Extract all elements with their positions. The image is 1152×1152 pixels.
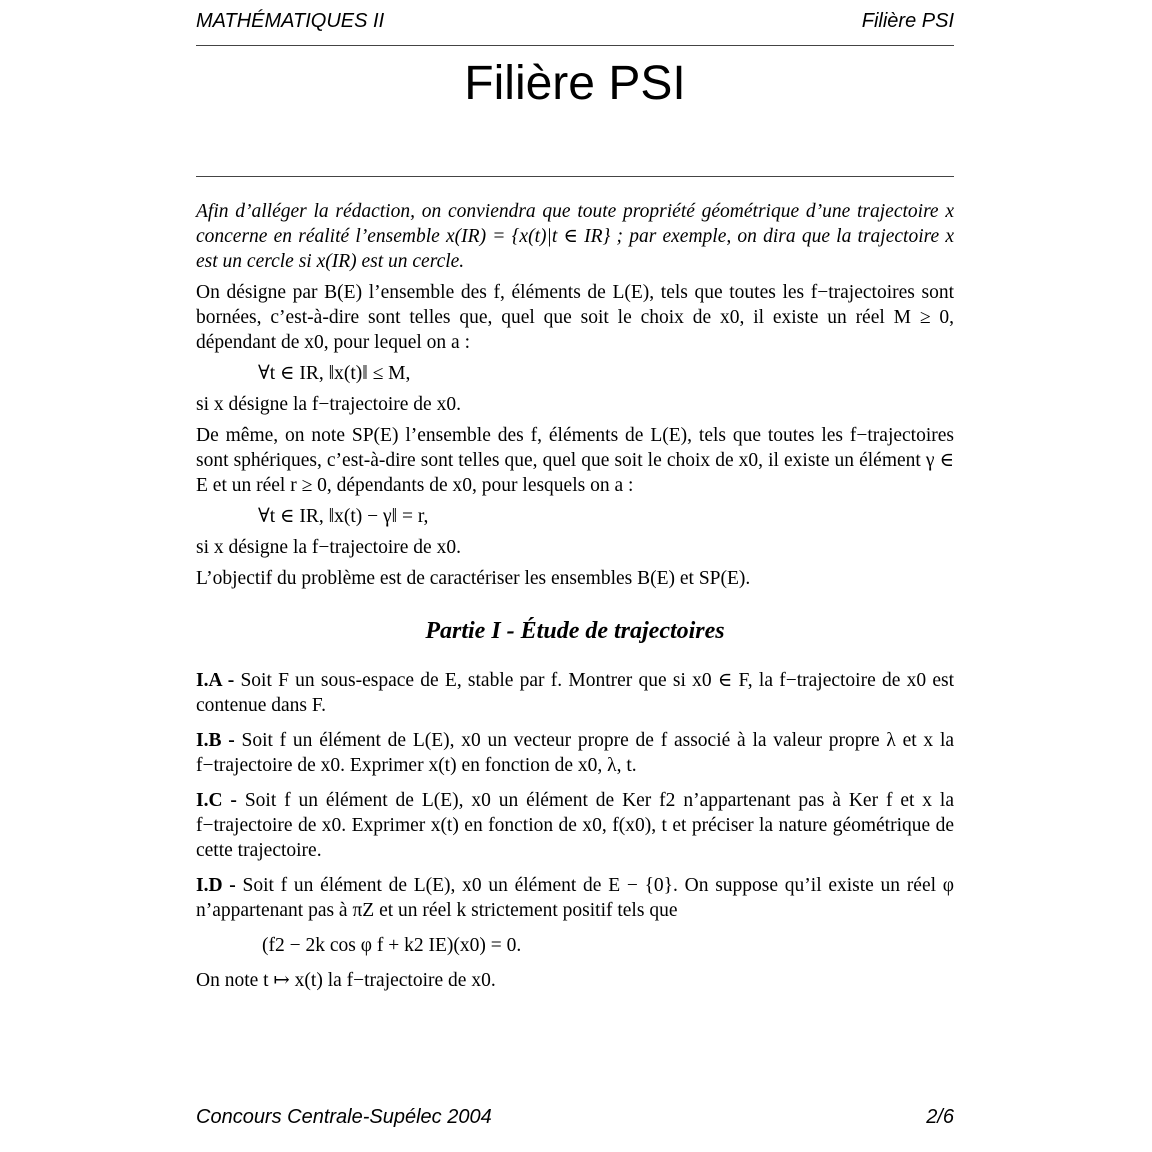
intro-paragraph: Afin d’alléger la rédaction, on conviendra que toute propriété géométrique d’une trajectoire x concerne en réalité l’ensemble x(IR) = {x(t)|t ∈ IR} ; par exemple, on dira que la trajectoire x est un cercle si x(IR) est un cercle. <box>196 201 954 272</box>
paragraph-objective: L’objectif du problème est de caractériser les ensembles B(E) et SP(E). <box>196 568 751 589</box>
header-subject: MATHÉMATIQUES II <box>196 10 385 32</box>
section-heading: Partie I - Étude de trajectoires <box>425 618 725 644</box>
question-id <box>196 873 954 923</box>
question-id-text: Soit f un élément de L(E), x0 un élément de E − {0}. On suppose qu’il existe un réel φ n’appartenant pas à πZ et un réel k strictement positif tels que <box>196 875 955 921</box>
question-ia-text: Soit F un sous-espace de E, stable par f. Montrer que si x0 ∈ F, la f−trajectoire de x0 est contenue dans F. <box>196 670 954 716</box>
header-rule <box>196 45 954 46</box>
question-ic-text: Soit f un élément de L(E), x0 un élément de Ker f2 n’appartenant pas à Ker f et x la f−trajectoire de x0. Exprimer x(t) en fonction de x0, f(x0), t et préciser la nature géométrique de cette trajectoire. <box>196 790 954 861</box>
paragraph-spherical-end: si x désigne la f−trajectoire de x0. <box>196 537 461 558</box>
question-id-label: I.D - <box>196 875 236 896</box>
paragraph-bounded: On désigne par B(E) l’ensemble des f, éléments de L(E), tels que toutes les f−trajectoires sont bornées, c’est-à-dire sont telles que, quel que soit le choix de x0, il existe un réel M ≥ 0, dépendant de x0, pour lequel on a : <box>196 282 954 353</box>
formula-spherical: ∀t ∈ IR, ‖x(t) − γ‖ = r, <box>258 506 429 527</box>
question-ic <box>196 788 954 863</box>
formula-polynomial: (f2 − 2k cos φ f + k2 IE)(x0) = 0. <box>262 935 522 956</box>
document-body <box>196 199 954 999</box>
paragraph-bounded-end: si x désigne la f−trajectoire de x0. <box>196 394 461 415</box>
question-ib-label: I.B - <box>196 730 235 751</box>
question-ia <box>196 668 954 718</box>
formula-bounded: ∀t ∈ IR, ‖x(t)‖ ≤ M, <box>258 363 411 384</box>
page-number: 2/6 <box>926 1106 954 1128</box>
page <box>196 0 954 1152</box>
title-rule <box>196 176 954 177</box>
paragraph-spherical: De même, on note SP(E) l’ensemble des f, éléments de L(E), tels que toutes les f−trajectoires sont sphériques, c’est-à-dire sont telles que, quel que soit le choix de x0, il existe un élément γ ∈ E et un réel r ≥ 0, dépendants de x0, pour lesquels on a : <box>196 425 954 496</box>
page-header <box>196 10 954 36</box>
question-ib <box>196 728 954 778</box>
question-ib-text: Soit f un élément de L(E), x0 un vecteur propre de f associé à la valeur propre λ et x la f−trajectoire de x0. Exprimer x(t) en fonction de x0, λ, t. <box>196 730 955 776</box>
footer-contest: Concours Centrale-Supélec 2004 <box>196 1106 492 1128</box>
page-title: Filière PSI <box>464 57 686 110</box>
header-track: Filière PSI <box>861 10 954 32</box>
paragraph-notation: On note t ↦ x(t) la f−trajectoire de x0. <box>196 970 496 991</box>
question-ic-label: I.C - <box>196 790 237 811</box>
page-footer <box>196 1106 954 1132</box>
question-ia-label: I.A - <box>196 670 235 691</box>
